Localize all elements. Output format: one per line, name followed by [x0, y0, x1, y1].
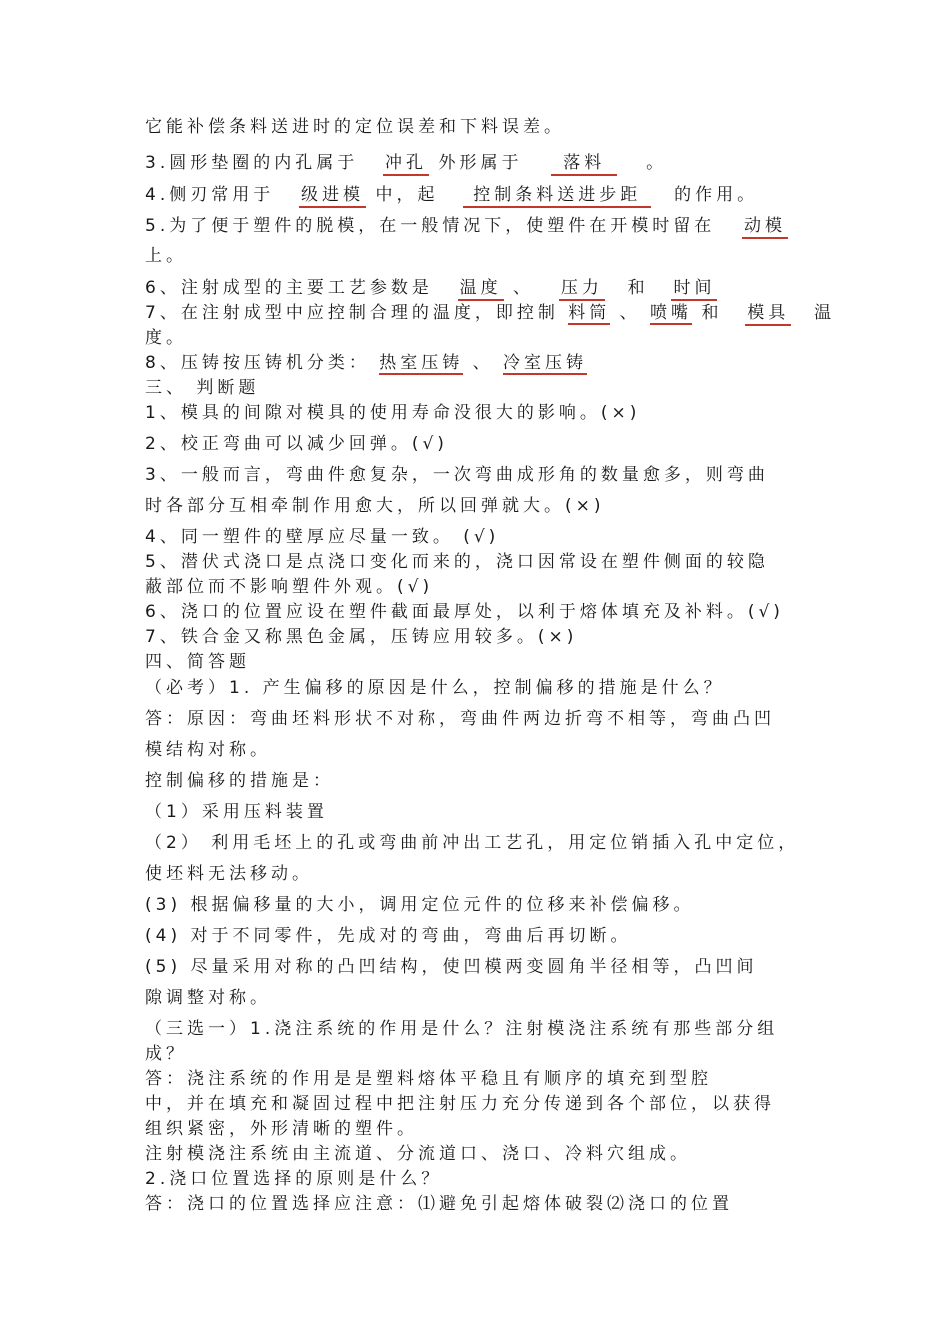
question-5 [145, 215, 810, 237]
question-text: 、 [513, 278, 535, 298]
answer-line: (3) 根据偏移量的大小，调用定位元件的位移来补偿偏移。 [145, 895, 695, 915]
question-text: 5.为了便于塑件的脱模，在一般情况下，使塑件在开模时留在 [145, 216, 716, 236]
question-text: 外形属于 [438, 153, 523, 173]
answer-blank: 落料 [551, 153, 617, 176]
answer-blank: 时间 [671, 278, 717, 301]
answer-line: 答：原因：弯曲坯料形状不对称，弯曲件两边折弯不相等，弯曲凸凹 [145, 709, 775, 729]
answer-line: 注射模浇注系统由主流道、分流道口、浇口、冷料穴组成。 [145, 1144, 691, 1164]
question-4 [145, 184, 810, 206]
answer-blank: 控制条料送进步距 [463, 185, 651, 208]
question-text: 。 [646, 153, 668, 173]
answer-line: 隙调整对称。 [145, 988, 271, 1008]
judge-item: 3、一般而言，弯曲件愈复杂，一次弯曲成形角的数量愈多，则弯曲 [145, 465, 769, 485]
judge-item: 6、浇口的位置应设在塑件截面最厚处，以利于熔体填充及补料。(√) [145, 602, 784, 622]
judge-item: 时各部分互相牵制作用愈大，所以回弹就大。(×) [145, 496, 605, 516]
answer-line: （1）采用压料装置 [145, 802, 328, 822]
answer-line: （三选一）1.浇注系统的作用是什么？注射模浇注系统有那些部分组 [145, 1019, 779, 1039]
text-line: 它能补偿条料送进时的定位误差和下料误差。 [145, 117, 565, 137]
judge-item: 1、模具的间隙对模具的使用寿命没很大的影响。(×) [145, 403, 641, 423]
question-7 [145, 302, 836, 324]
text-line: 度。 [145, 328, 187, 348]
question-text: 的作用。 [674, 185, 759, 205]
section-heading: 三、 判断题 [145, 378, 260, 398]
answer-blank: 冷室压铸 [503, 353, 588, 373]
answer-blank: 喷嘴 [650, 303, 693, 323]
judge-item: 蔽部位而不影响塑件外观。(√) [145, 577, 434, 597]
judge-item: 4、同一塑件的壁厚应尽量一致。 (√) [145, 527, 500, 547]
answer-blank: 料筒 [568, 303, 611, 323]
answer-line: 组织紧密，外形清晰的塑件。 [145, 1119, 418, 1139]
question-text: 3.圆形垫圈的内孔属于 [145, 153, 359, 173]
answer-line: 模结构对称。 [145, 740, 271, 760]
question-text: 7、在注射成型中应控制合理的温度，即控制 [145, 303, 559, 323]
answer-blank: 级进模 [299, 185, 366, 208]
question-text: 8、压铸按压铸机分类： [145, 353, 370, 373]
answer-line: 答：浇口的位置选择应注意：⑴避免引起熔体破裂⑵浇口的位置 [145, 1194, 733, 1214]
answer-blank: 动模 [742, 216, 788, 239]
question-6 [145, 277, 810, 299]
answer-line: 使坯料无法移动。 [145, 864, 313, 884]
question-text: 、 [472, 353, 494, 373]
answer-blank: 冲孔 [383, 153, 429, 176]
question-text: 、 [619, 303, 641, 323]
answer-line: 2.浇口位置选择的原则是什么？ [145, 1169, 443, 1189]
answer-blank: 模具 [745, 303, 791, 326]
judge-item: 2、校正弯曲可以减少回弹。(√) [145, 434, 448, 454]
judge-item: 5、潜伏式浇口是点浇口变化而来的，浇口因常设在塑件侧面的较隐 [145, 552, 769, 572]
answer-blank: 压力 [559, 278, 605, 301]
question-text: 中，起 [375, 185, 439, 205]
answer-line: 答：浇注系统的作用是是塑料熔体平稳且有顺序的填充到型腔 [145, 1069, 712, 1089]
question-text: 4.侧刃常用于 [145, 185, 275, 205]
answer-blank: 温度 [458, 278, 504, 301]
answer-line: 中，并在填充和凝固过程中把注射压力充分传递到各个部位，以获得 [145, 1094, 775, 1114]
question-8 [145, 352, 810, 374]
question-text: 和 [701, 303, 723, 323]
judge-item: 7、铁合金又称黑色金属，压铸应用较多。(×) [145, 627, 578, 647]
question-text: 温 [814, 303, 836, 323]
question-3 [145, 152, 810, 174]
answer-line: 控制偏移的措施是： [145, 771, 334, 791]
answer-line: (5) 尽量采用对称的凸凹结构，使凹模两变圆角半径相等，凸凹间 [145, 957, 758, 977]
answer-line: （必考）1. 产生偏移的原因是什么，控制偏移的措施是什么？ [145, 678, 725, 698]
answer-line: （2） 利用毛坯上的孔或弯曲前冲出工艺孔，用定位销插入孔中定位， [145, 833, 800, 853]
question-text: 6、注射成型的主要工艺参数是 [145, 278, 433, 298]
answer-blank: 热室压铸 [379, 353, 464, 373]
question-text: 和 [627, 278, 649, 298]
section-heading: 四、简答题 [145, 652, 250, 672]
text-line: 上。 [145, 246, 187, 266]
answer-line: (4) 对于不同零件，先成对的弯曲，弯曲后再切断。 [145, 926, 632, 946]
answer-line: 成？ [145, 1044, 187, 1064]
